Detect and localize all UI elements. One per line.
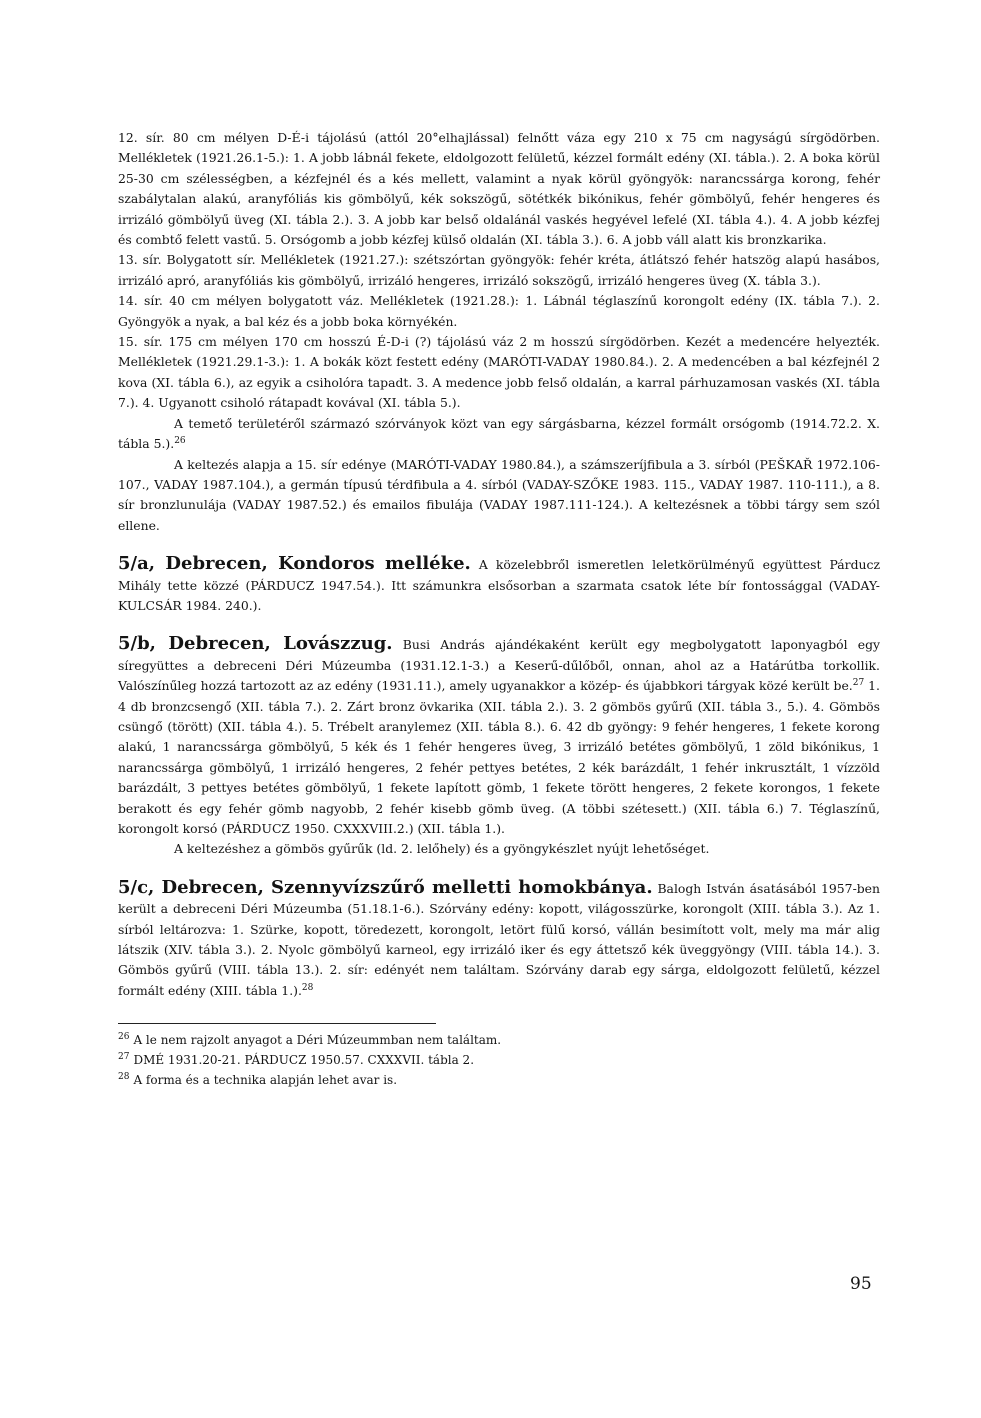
section-5c xyxy=(118,878,880,1001)
section-5a-text: A közelebbről ismeretlen leletkörülményű együttest Párducz Mihály tette közzé (PÁRDUCZ 1947.54.). Itt számunkra elsősorban a szarmata csatok léte bír fontossággal (VADAY-KULCSÁR 1984. 240.). xyxy=(118,557,880,613)
section-5b-text-a: Busi András ajándékaként került egy megbolygatott laponyagból egy síregyüttes a debreceni Déri Múzeumba (1931.12.1-3.) a Keserű-dűlőből, onnan, ahol az a Határútba torkollik. Valószínűleg hozzá tartozott az az edény (1931.11.), amely ugyanakkor a közép- és újabbkori tárgyak közé került be. xyxy=(118,637,880,694)
footnote-text: DMÉ 1931.20-21. PÁRDUCZ 1950.57. CXXXVII. tábla 2. xyxy=(133,1053,475,1068)
section-5a-heading: 5/a, Debrecen, Kondoros melléke. xyxy=(118,553,471,575)
footnote-rule xyxy=(118,1023,436,1024)
footnote-text: A le nem rajzolt anyagot a Déri Múzeummban nem találtam. xyxy=(133,1033,502,1048)
footnote-text: A forma és a technika alapján lehet avar is. xyxy=(133,1073,398,1088)
section-5b-note: A keltezéshez a gömbös gyűrűk (ld. 2. lelőhely) és a gyöngykészlet nyújt lehetőséget. xyxy=(174,841,710,857)
footnote-ref-27: 27 xyxy=(852,678,865,689)
footnote-number: 26 xyxy=(118,1032,130,1043)
grave-14-paragraph: 14. sír. 40 cm mélyen bolygatott váz. Mellékletek (1921.28.): 1. Lábnál téglaszínű korongolt edény (IX. tábla 7.). 2. Gyöngyök a nyak, a bal kéz és a jobb boka környékén. xyxy=(118,293,880,329)
stray-finds-paragraph xyxy=(118,414,880,455)
page-body xyxy=(118,128,880,1090)
footnote-number: 28 xyxy=(118,1072,130,1083)
stray-finds-text: A temető területéről származó szórványok közt van egy sárgásbarna, kézzel formált orsógomb (1914.72.2. X. tábla 5.). xyxy=(118,415,880,452)
footnote-ref-28: 28 xyxy=(301,982,314,993)
section-5b xyxy=(118,634,880,839)
section-5c-text: Balogh István ásatásából 1957-ben került a debreceni Déri Múzeumba (51.18.1-6.). Szórvány edény: kopott, világosszürke, korongolt (XIII. tábla 3.). Az 1. sírból leltározva: 1. Szürke, kopott, töredezett, korongolt, letört fülű korsó, vállán besimított volt, mely ma már alig látszik (XIV. tábla 3.). 2. Nyolc gömbölyű karneol, egy irrizáló iker és egy áttetsző kék üveggyöngy (VIII. tábla 14.). 3. Gömbös gyűrű (VIII. tábla 13.). 2. sír: edényét nem találtam. Szórvány darab egy sárga, eldolgozott felületű, kézzel formált edény (XIII. tábla 1.). xyxy=(118,880,880,998)
footnotes xyxy=(118,1023,880,1090)
grave-15-paragraph: 15. sír. 175 cm mélyen 170 cm hosszú É-D-i (?) tájolású váz 2 m hosszú sírgödörben. Kezét a medencére helyezték. Mellékletek (1921.29.1-3.): 1. A bokák közt festett edény (MARÓTI-VADAY 1980.84.). 2. A medencében a bal kézfejnél 2 kova (XI. tábla 6.), az egyik a csiholóra tapadt. 3. A medence jobb felső oldalán, a karral párhuzamosan vaskés (XI. tábla 7.). 4. Ugyanott csiholó rátapadt kovával (XI. tábla 5.). xyxy=(118,334,880,411)
footnote-ref-26: 26 xyxy=(174,435,186,446)
section-5b-heading: 5/b, Debrecen, Lovászzug. xyxy=(118,633,393,655)
footnote-27 xyxy=(118,1050,880,1070)
grave-13-paragraph: 13. sír. Bolygatott sír. Mellékletek (1921.27.): szétszórtan gyöngyök: fehér kréta, átlátszó fehér hatszög alapú hasábos, irrizáló apró, aranyfóliás kis gömbölyű, irrizáló hengeres, irrizáló sokszögű, irrizáló hengeres üveg (X. tábla 3.). xyxy=(118,252,880,288)
dating-paragraph: A keltezés alapja a 15. sír edénye (MARÓTI-VADAY 1980.84.), a számszeríjfibula a 3. sírból (PEŠKAŘ 1972.106-107., VADAY 1987.104.), a germán típusú térdfibula a 4. sírból (VADAY-SZŐKE 1983. 115., VADAY 1987. 110-111.), a 8. sír bronzlunulája (VADAY 1987.52.) és emailos fibulája (VADAY 1987.111-124.). A keltezésnek a többi tárgy sem szól ellene. xyxy=(118,456,880,533)
footnote-28 xyxy=(118,1070,880,1090)
footnote-number: 27 xyxy=(118,1052,130,1063)
page-number: 95 xyxy=(850,1274,872,1294)
section-5b-text-b: 1. 4 db bronzcsengő (XII. tábla 7.). 2. Zárt bronz övkarika (XII. tábla 2.). 3. 2 gömbös gyűrű (XII. tábla 3., 5.). 4. Gömbös csüngő (törött) (XII. tábla 4.). 5. Trébelt aranylemez (XII. tábla 8.). 6. 42 db gyöngy: 9 fehér hengeres, 1 fekete korong alakú, 1 narancssárga gömbölyű, 5 kék és 1 fehér hengeres üveg, 3 irrizáló betétes gömbölyű, 1 zöld bikónikus, 1 narancssárga gömbölyű, 1 irrizáló hengeres, 2 fehér pettyes betétes, 2 kék barázdált, 1 fehér inkrusztált, 1 vízzöld barázdált, 3 pettyes betétes gömbölyű, 1 fekete lapított gömb, 1 fekete törött hengeres, 2 fekete korongos, 1 fekete berakott és egy fehér gömb nagyobb, 2 fehér kisebb gömb üveg. (A többi szétesett.) (XII. tábla 6.) 7. Téglaszínű, korongolt korsó (PÁRDUCZ 1950. CXXXVIII.2.) (XII. tábla 1.). xyxy=(118,678,880,836)
section-5c-heading: 5/c, Debrecen, Szennyvízszűrő melletti homokbánya. xyxy=(118,876,653,898)
section-5a xyxy=(118,554,880,616)
footnote-26 xyxy=(118,1030,880,1050)
grave-12-paragraph: 12. sír. 80 cm mélyen D-É-i tájolású (attól 20°elhajlással) felnőtt váza egy 210 x 75 cm nagyságú sírgödörben. Mellékletek (1921.26.1-5.): 1. A jobb lábnál fekete, eldolgozott felületű, kézzel formált edény (XI. tábla.). 2. A boka körül 25-30 cm szélességben, a kézfejnél és a kés mellett, valamint a nyak körül gyöngyök: narancssárga korong, fehér szabálytalan alakú, aranyfóliás kis gömbölyű, kék sokszögű, sötétkék bikónikus, fehér gömbölyű, fehér hengeres és irrizáló gömbölyű üveg (XI. tábla 2.). 3. A jobb kar belső oldalánál vaskés hegyével lefelé (XI. tábla 4.). 4. A jobb kézfej és combtő felett vastű. 5. Orsógomb a jobb kézfej külső oldalán (XI. tábla 3.). 6. A jobb váll alatt kis bronzkarika. xyxy=(118,130,880,248)
